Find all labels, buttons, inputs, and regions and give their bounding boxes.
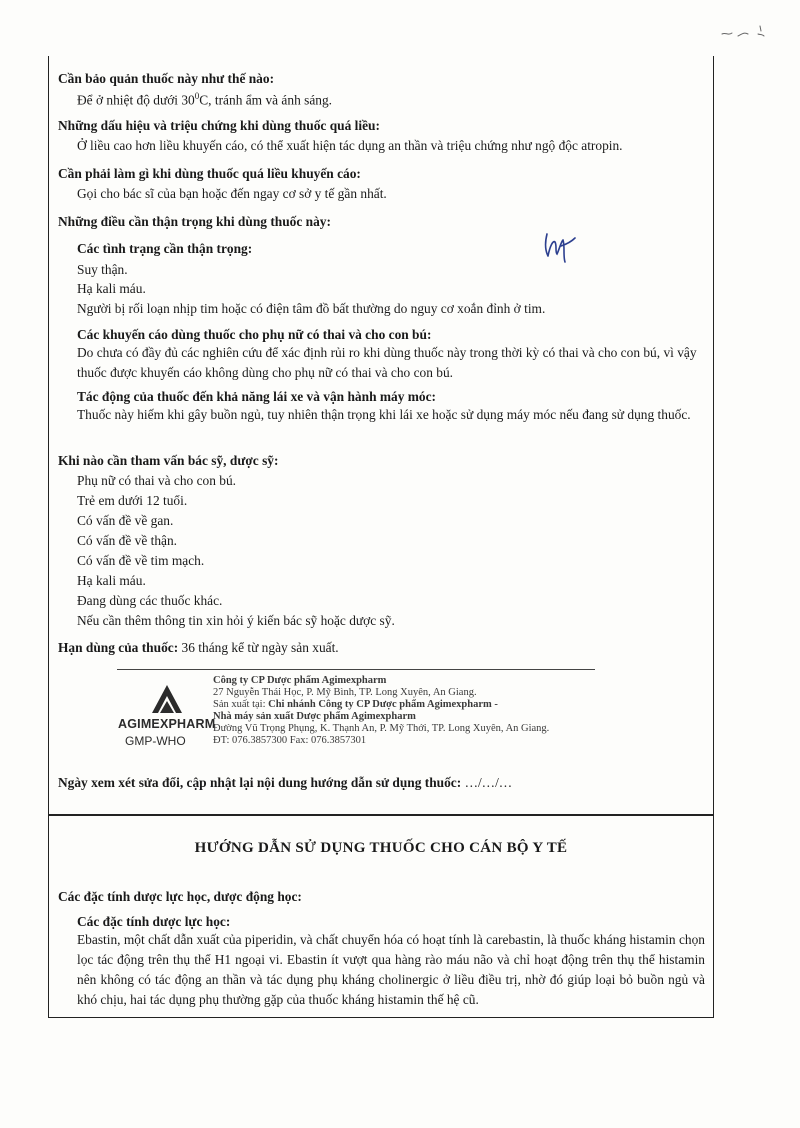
company-cert: GMP-WHO: [125, 734, 186, 748]
pregnancy-text: Do chưa có đầy đủ các nghiên cứu để xác định rủi ro khi dùng thuốc này trong thời kỳ có thai và cho con bú, vì vậy thuốc được khuyến cáo không dùng cho phụ nữ có thai và cho con bú.: [77, 345, 697, 380]
consult-heading: Khi nào cần tham vấn bác sỹ, dược sỹ:: [58, 453, 279, 468]
pregnancy-heading: Các khuyến cáo dùng thuốc cho phụ nữ có thai và cho con bú:: [77, 327, 432, 342]
consult-item: Có vấn đề về gan.: [77, 513, 174, 528]
signature-icon: [541, 228, 581, 266]
conditions-heading: Các tình trạng cần thận trọng:: [77, 241, 253, 256]
condition-item: Hạ kali máu.: [77, 281, 146, 296]
company-phone: ĐT: 076.3857300 Fax: 076.3857301: [213, 735, 367, 746]
factory-name: Nhà máy sản xuất Dược phẩm Agimexpharm: [213, 711, 416, 722]
company-address: 27 Nguyễn Thái Học, P. Mỹ Bình, TP. Long Xuyên, An Giang.: [213, 687, 477, 698]
company-brand: AGIMEXPHARM: [118, 717, 216, 731]
consult-item: Đang dùng các thuốc khác.: [77, 593, 223, 608]
pd-heading: Các đặc tính dược lực học:: [77, 914, 231, 929]
storage-heading: Cần bảo quản thuốc này như thế nào:: [58, 71, 275, 86]
driving-text: Thuốc này hiếm khi gây buồn ngủ, tuy nhiên thận trọng khi lái xe hoặc sử dụng máy móc nếu đang sử dụng thuốc.: [77, 407, 691, 422]
condition-item: Suy thận.: [77, 262, 128, 277]
consult-item: Nếu cần thêm thông tin xin hỏi ý kiến bác sỹ hoặc dược sỹ.: [77, 613, 395, 628]
consult-item: Có vấn đề về thận.: [77, 533, 178, 548]
overdose-signs-text: Ở liều cao hơn liều khuyến cáo, có thể xuất hiện tác dụng an thần và triệu chứng như ngộ độc atropin.: [77, 138, 623, 153]
pk-heading: Các đặc tính dược lực học, dược động học:: [58, 889, 302, 904]
precautions-heading: Những điều cần thận trọng khi dùng thuốc này:: [58, 214, 331, 229]
agimexpharm-logo-icon: [134, 681, 200, 715]
overdose-action-text: Gọi cho bác sĩ của bạn hoặc đến ngay cơ sở y tế gần nhất.: [77, 186, 387, 201]
consult-item: Hạ kali máu.: [77, 573, 146, 588]
factory-address: Đường Vũ Trọng Phụng, K. Thạnh An, P. Mỹ Thới, TP. Long Xuyên, An Giang.: [213, 723, 550, 734]
consult-item: Trẻ em dưới 12 tuổi.: [77, 493, 188, 508]
company-name: Công ty CP Dược phẩm Agimexpharm: [213, 675, 387, 686]
overdose-signs-heading: Những dấu hiệu và triệu chứng khi dùng thuốc quá liều:: [58, 118, 380, 133]
consult-item: Có vấn đề về tim mạch.: [77, 553, 205, 568]
company-divider: [117, 669, 595, 670]
made-at-line: Sản xuất tại: Chi nhánh Công ty CP Dược phẩm Agimexpharm -: [213, 699, 498, 710]
pd-text: Ebastin, một chất dẫn xuất của piperidin, và chất chuyển hóa có hoạt tính là carebastin, là thuốc kháng histamin chọn lọc tác động trên thụ thể H1 ngoại vi. Ebastin ít vượt qua hàng rào máu não và chỉ hoạt động trên thụ thể histamin nên không có tác động an thần và tác dụng phụ kháng cholinergic ở liều điều trị, nhờ đó giúp loại bỏ buồn ngủ và khó chịu, hai tác dụng phụ thường gặp của thuốc kháng histamin thế hệ cũ.: [77, 932, 705, 1007]
professional-title: HƯỚNG DẪN SỬ DỤNG THUỐC CHO CÁN BỘ Y TẾ: [194, 840, 568, 856]
overdose-action-heading: Cần phải làm gì khi dùng thuốc quá liều khuyến cáo:: [58, 166, 361, 181]
consult-item: Phụ nữ có thai và cho con bú.: [77, 473, 236, 488]
handwritten-mark-icon: [718, 22, 768, 40]
driving-heading: Tác động của thuốc đến khả năng lái xe và vận hành máy móc:: [77, 389, 437, 404]
expiry-line: Hạn dùng của thuốc: 36 tháng kể từ ngày sản xuất.: [58, 640, 339, 655]
condition-item: Người bị rối loạn nhịp tim hoặc có điện tâm đồ bất thường do nguy cơ xoắn đỉnh ở tim.: [77, 301, 546, 316]
storage-text: Để ở nhiệt độ dưới $30^0C$, tránh ẩm và ánh sáng.: [77, 91, 333, 108]
revision-line: Ngày xem xét sửa đổi, cập nhật lại nội dung hướng dẫn sử dụng thuốc: …/…/…: [58, 775, 513, 790]
